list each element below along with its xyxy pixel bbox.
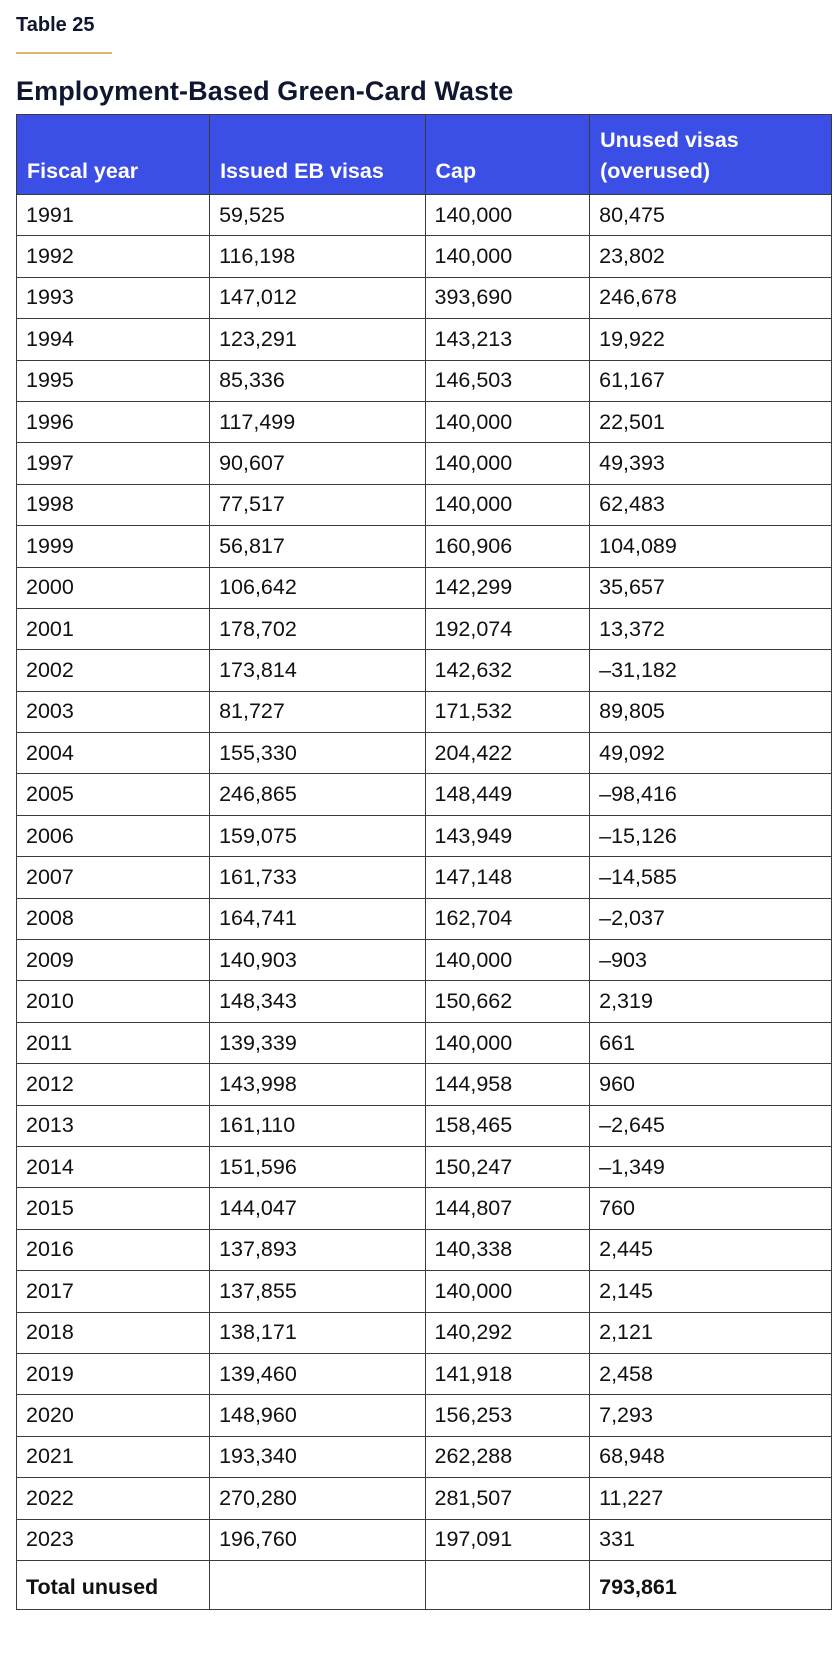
cell-issued-eb-visas: 81,727 bbox=[210, 691, 425, 732]
cell-issued-eb-visas: 164,741 bbox=[210, 898, 425, 939]
cell-fiscal-year: 1997 bbox=[17, 443, 210, 484]
cell-unused-visas: 11,227 bbox=[590, 1478, 832, 1519]
cell-fiscal-year: 1998 bbox=[17, 484, 210, 525]
table-row bbox=[17, 940, 832, 981]
cell-unused-visas: 89,805 bbox=[590, 691, 832, 732]
cell-fiscal-year: 2021 bbox=[17, 1436, 210, 1477]
cell-unused-visas: 2,458 bbox=[590, 1353, 832, 1394]
cell-cap: 144,958 bbox=[425, 1064, 590, 1105]
cell-issued-eb-visas: 159,075 bbox=[210, 815, 425, 856]
cell-issued-eb-visas: 161,733 bbox=[210, 857, 425, 898]
cell-issued-eb-visas: 270,280 bbox=[210, 1478, 425, 1519]
table-row bbox=[17, 1188, 832, 1229]
col-header-unused-visas: Unused visas (overused) bbox=[590, 115, 832, 195]
table-row bbox=[17, 981, 832, 1022]
cell-unused-visas: –15,126 bbox=[590, 815, 832, 856]
table-row bbox=[17, 484, 832, 525]
cell-fiscal-year: 2000 bbox=[17, 567, 210, 608]
cell-issued-eb-visas: 193,340 bbox=[210, 1436, 425, 1477]
table-label: Table 25 bbox=[16, 14, 95, 36]
cell-fiscal-year: 2018 bbox=[17, 1312, 210, 1353]
table-row bbox=[17, 1436, 832, 1477]
cell-issued-eb-visas: 106,642 bbox=[210, 567, 425, 608]
cell-issued-eb-visas: 173,814 bbox=[210, 650, 425, 691]
cell-unused-visas: 760 bbox=[590, 1188, 832, 1229]
cell-issued-eb-visas: 117,499 bbox=[210, 401, 425, 442]
table-row bbox=[17, 1229, 832, 1270]
cell-unused-visas: 35,657 bbox=[590, 567, 832, 608]
table-row bbox=[17, 608, 832, 649]
cell-issued-eb-visas: 137,855 bbox=[210, 1271, 425, 1312]
cell-unused-visas: –903 bbox=[590, 940, 832, 981]
cell-cap: 147,148 bbox=[425, 857, 590, 898]
cell-cap: 160,906 bbox=[425, 526, 590, 567]
cell-unused-visas: –14,585 bbox=[590, 857, 832, 898]
cell-fiscal-year: 2004 bbox=[17, 733, 210, 774]
cell-fiscal-year: 2023 bbox=[17, 1519, 210, 1560]
cell-cap: 143,949 bbox=[425, 815, 590, 856]
table-row bbox=[17, 1022, 832, 1063]
cell-issued-eb-visas: 144,047 bbox=[210, 1188, 425, 1229]
cell-cap: 262,288 bbox=[425, 1436, 590, 1477]
cell-fiscal-year: 1995 bbox=[17, 360, 210, 401]
cell-unused-visas: 62,483 bbox=[590, 484, 832, 525]
cell-unused-visas: 2,445 bbox=[590, 1229, 832, 1270]
cell-cap: 140,292 bbox=[425, 1312, 590, 1353]
cell-unused-visas: –2,037 bbox=[590, 898, 832, 939]
cell-fiscal-year: 2015 bbox=[17, 1188, 210, 1229]
cell-fiscal-year: 2009 bbox=[17, 940, 210, 981]
cell-cap: 140,000 bbox=[425, 443, 590, 484]
col-header-cap: Cap bbox=[425, 115, 590, 195]
cell-issued-eb-visas: 56,817 bbox=[210, 526, 425, 567]
cell-cap: 144,807 bbox=[425, 1188, 590, 1229]
cell-fiscal-year: 2011 bbox=[17, 1022, 210, 1063]
cell-unused-visas: 23,802 bbox=[590, 236, 832, 277]
cell-cap: 204,422 bbox=[425, 733, 590, 774]
table-row bbox=[17, 1519, 832, 1560]
cell-cap: 142,632 bbox=[425, 650, 590, 691]
cell-unused-visas: 13,372 bbox=[590, 608, 832, 649]
cell-issued-eb-visas: 143,998 bbox=[210, 1064, 425, 1105]
cell-fiscal-year: 2006 bbox=[17, 815, 210, 856]
cell-issued-eb-visas: 59,525 bbox=[210, 195, 425, 236]
cell-issued-eb-visas: 139,460 bbox=[210, 1353, 425, 1394]
total-issued bbox=[210, 1560, 425, 1609]
cell-fiscal-year: 2016 bbox=[17, 1229, 210, 1270]
cell-issued-eb-visas: 161,110 bbox=[210, 1105, 425, 1146]
table-row bbox=[17, 526, 832, 567]
cell-unused-visas: 331 bbox=[590, 1519, 832, 1560]
cell-fiscal-year: 2020 bbox=[17, 1395, 210, 1436]
cell-unused-visas: 61,167 bbox=[590, 360, 832, 401]
table-row bbox=[17, 857, 832, 898]
table-row bbox=[17, 1146, 832, 1187]
header-row bbox=[17, 115, 832, 195]
table-row bbox=[17, 650, 832, 691]
cell-unused-visas: 80,475 bbox=[590, 195, 832, 236]
cell-issued-eb-visas: 140,903 bbox=[210, 940, 425, 981]
cell-cap: 143,213 bbox=[425, 319, 590, 360]
cell-unused-visas: 661 bbox=[590, 1022, 832, 1063]
table-row bbox=[17, 567, 832, 608]
cell-fiscal-year: 2017 bbox=[17, 1271, 210, 1312]
table-row bbox=[17, 1353, 832, 1394]
cell-cap: 141,918 bbox=[425, 1353, 590, 1394]
cell-cap: 192,074 bbox=[425, 608, 590, 649]
cell-unused-visas: 2,145 bbox=[590, 1271, 832, 1312]
table-row bbox=[17, 195, 832, 236]
cell-unused-visas: 49,092 bbox=[590, 733, 832, 774]
table-row bbox=[17, 401, 832, 442]
cell-unused-visas: –98,416 bbox=[590, 774, 832, 815]
cell-cap: 142,299 bbox=[425, 567, 590, 608]
cell-fiscal-year: 2019 bbox=[17, 1353, 210, 1394]
accent-rule bbox=[16, 52, 112, 54]
cell-fiscal-year: 2007 bbox=[17, 857, 210, 898]
cell-issued-eb-visas: 148,960 bbox=[210, 1395, 425, 1436]
cell-fiscal-year: 1999 bbox=[17, 526, 210, 567]
cell-fiscal-year: 2002 bbox=[17, 650, 210, 691]
cell-cap: 140,000 bbox=[425, 1271, 590, 1312]
cell-fiscal-year: 1991 bbox=[17, 195, 210, 236]
cell-fiscal-year: 2012 bbox=[17, 1064, 210, 1105]
cell-cap: 171,532 bbox=[425, 691, 590, 732]
cell-issued-eb-visas: 147,012 bbox=[210, 277, 425, 318]
cell-fiscal-year: 2010 bbox=[17, 981, 210, 1022]
table-row bbox=[17, 236, 832, 277]
cell-issued-eb-visas: 90,607 bbox=[210, 443, 425, 484]
cell-issued-eb-visas: 123,291 bbox=[210, 319, 425, 360]
cell-fiscal-year: 1996 bbox=[17, 401, 210, 442]
cell-cap: 140,000 bbox=[425, 484, 590, 525]
total-label: Total unused bbox=[17, 1560, 210, 1609]
col-header-fiscal-year: Fiscal year bbox=[17, 115, 210, 195]
cell-unused-visas: 19,922 bbox=[590, 319, 832, 360]
table-row bbox=[17, 1395, 832, 1436]
cell-unused-visas: 2,319 bbox=[590, 981, 832, 1022]
cell-fiscal-year: 1992 bbox=[17, 236, 210, 277]
table-row bbox=[17, 815, 832, 856]
cell-cap: 156,253 bbox=[425, 1395, 590, 1436]
cell-unused-visas: 104,089 bbox=[590, 526, 832, 567]
cell-unused-visas: –1,349 bbox=[590, 1146, 832, 1187]
cell-issued-eb-visas: 85,336 bbox=[210, 360, 425, 401]
total-cap bbox=[425, 1560, 590, 1609]
cell-cap: 140,000 bbox=[425, 1022, 590, 1063]
cell-fiscal-year: 2022 bbox=[17, 1478, 210, 1519]
table-row bbox=[17, 1105, 832, 1146]
table-row bbox=[17, 443, 832, 484]
table-row bbox=[17, 898, 832, 939]
cell-unused-visas: 246,678 bbox=[590, 277, 832, 318]
cell-unused-visas: 960 bbox=[590, 1064, 832, 1105]
cell-cap: 158,465 bbox=[425, 1105, 590, 1146]
cell-issued-eb-visas: 138,171 bbox=[210, 1312, 425, 1353]
table-row bbox=[17, 691, 832, 732]
cell-issued-eb-visas: 148,343 bbox=[210, 981, 425, 1022]
cell-cap: 140,000 bbox=[425, 236, 590, 277]
cell-issued-eb-visas: 155,330 bbox=[210, 733, 425, 774]
table-row bbox=[17, 733, 832, 774]
table-body bbox=[17, 195, 832, 1610]
cell-issued-eb-visas: 178,702 bbox=[210, 608, 425, 649]
cell-cap: 162,704 bbox=[425, 898, 590, 939]
cell-issued-eb-visas: 77,517 bbox=[210, 484, 425, 525]
table-title: Employment-Based Green-Card Waste bbox=[16, 76, 514, 106]
cell-issued-eb-visas: 151,596 bbox=[210, 1146, 425, 1187]
cell-fiscal-year: 2005 bbox=[17, 774, 210, 815]
cell-cap: 281,507 bbox=[425, 1478, 590, 1519]
cell-cap: 140,000 bbox=[425, 401, 590, 442]
green-card-table bbox=[16, 114, 832, 1610]
cell-cap: 150,662 bbox=[425, 981, 590, 1022]
table-row bbox=[17, 319, 832, 360]
cell-fiscal-year: 2008 bbox=[17, 898, 210, 939]
cell-fiscal-year: 2014 bbox=[17, 1146, 210, 1187]
cell-fiscal-year: 2001 bbox=[17, 608, 210, 649]
cell-cap: 140,000 bbox=[425, 940, 590, 981]
cell-fiscal-year: 1993 bbox=[17, 277, 210, 318]
cell-unused-visas: 2,121 bbox=[590, 1312, 832, 1353]
total-row bbox=[17, 1560, 832, 1609]
cell-unused-visas: –2,645 bbox=[590, 1105, 832, 1146]
col-header-issued-eb-visas: Issued EB visas bbox=[210, 115, 425, 195]
table-row bbox=[17, 1312, 832, 1353]
cell-issued-eb-visas: 246,865 bbox=[210, 774, 425, 815]
table-row bbox=[17, 774, 832, 815]
cell-issued-eb-visas: 196,760 bbox=[210, 1519, 425, 1560]
cell-cap: 140,000 bbox=[425, 195, 590, 236]
cell-unused-visas: 7,293 bbox=[590, 1395, 832, 1436]
cell-fiscal-year: 1994 bbox=[17, 319, 210, 360]
table-row bbox=[17, 1478, 832, 1519]
cell-cap: 148,449 bbox=[425, 774, 590, 815]
cell-fiscal-year: 2003 bbox=[17, 691, 210, 732]
cell-issued-eb-visas: 137,893 bbox=[210, 1229, 425, 1270]
table-row bbox=[17, 1271, 832, 1312]
cell-unused-visas: 49,393 bbox=[590, 443, 832, 484]
cell-unused-visas: 68,948 bbox=[590, 1436, 832, 1477]
table-row bbox=[17, 360, 832, 401]
cell-unused-visas: –31,182 bbox=[590, 650, 832, 691]
cell-issued-eb-visas: 116,198 bbox=[210, 236, 425, 277]
cell-unused-visas: 22,501 bbox=[590, 401, 832, 442]
cell-cap: 140,338 bbox=[425, 1229, 590, 1270]
cell-cap: 197,091 bbox=[425, 1519, 590, 1560]
total-unused: 793,861 bbox=[590, 1560, 832, 1609]
cell-cap: 150,247 bbox=[425, 1146, 590, 1187]
table-row bbox=[17, 277, 832, 318]
cell-cap: 393,690 bbox=[425, 277, 590, 318]
table-row bbox=[17, 1064, 832, 1105]
cell-cap: 146,503 bbox=[425, 360, 590, 401]
cell-issued-eb-visas: 139,339 bbox=[210, 1022, 425, 1063]
cell-fiscal-year: 2013 bbox=[17, 1105, 210, 1146]
